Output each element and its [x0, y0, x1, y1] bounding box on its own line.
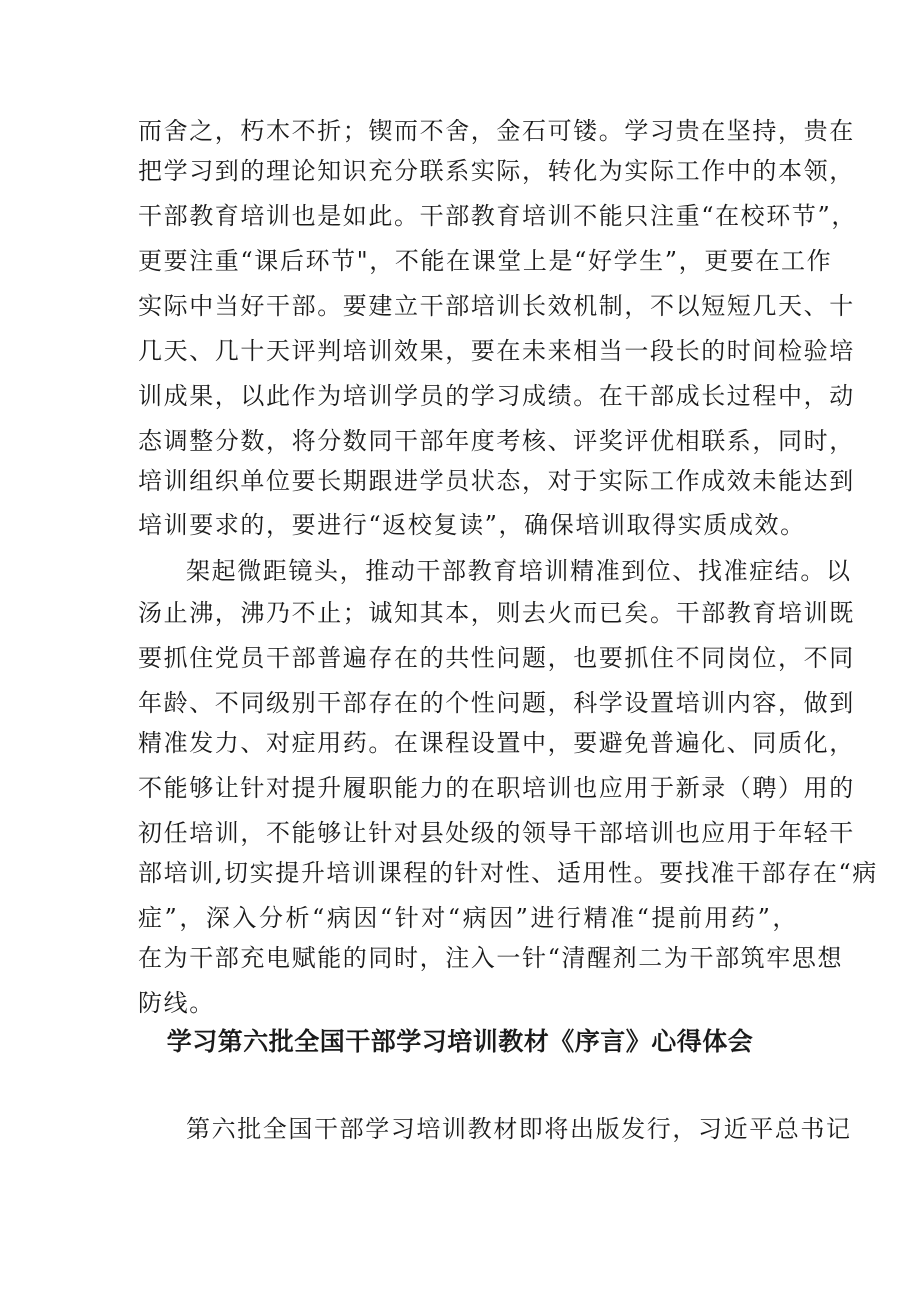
text-line: 不能够让针对提升履职能力的在职培训也应用于新录（聘）用的 [138, 774, 855, 802]
text-line: 症”，深入分析“病因“针对“病因”进行精准“提前用药”， [138, 904, 798, 932]
text-line: 把学习到的理论知识充分联系实际，转化为实际工作中的本领， [138, 157, 855, 185]
section-title: 学习第六批全国干部学习培训教材《序言》心得体会 [166, 1027, 754, 1056]
text-line: 架起微距镜头，推动干部教育培训精准到位、找准症结。以 [186, 557, 852, 585]
text-line: 初任培训，不能够让针对县处级的领导干部培训也应用于年轻干 [138, 819, 855, 847]
text-line: 培训要求的，要进行“返校复读”，确保培训取得实质成效。 [138, 511, 806, 539]
text-line: 训成果，以此作为培训学员的学习成绩。在干部成长过程中，动 [138, 382, 855, 410]
text-line: 部培训,切实提升培训课程的针对性、适用性。要找准干部存在“病 [138, 859, 878, 887]
text-line: 年龄、不同级别干部存在的个性问题，科学设置培训内容，做到 [138, 689, 855, 717]
text-line: 更要注重“课后环节"，不能在课堂上是“好学生”，更要在工作 [138, 247, 833, 275]
text-line: 第六批全国干部学习培训教材即将出版发行，习近平总书记 [186, 1115, 852, 1143]
text-line: 培训组织单位要长期跟进学员状态，对于实际工作成效未能达到 [138, 467, 855, 495]
text-line: 而舍之，朽木不折；锲而不舍，金石可镂。学习贵在坚持，贵在 [138, 117, 855, 145]
text-line: 防线。 [138, 989, 215, 1017]
text-line: 精准发力、对症用药。在课程设置中，要避免普遍化、同质化， [138, 729, 855, 757]
text-line: 态调整分数，将分数同干部年度考核、评奖评优相联系，同时， [138, 427, 855, 455]
text-line: 要抓住党员干部普遍存在的共性问题，也要抓住不同岗位，不同 [138, 644, 855, 672]
text-line: 汤止沸，沸乃不止；诚知其本，则去火而已矣。干部教育培训既 [138, 599, 855, 627]
text-line: 几天、几十天评判培训效果，要在未来相当一段长的时间检验培 [138, 337, 855, 365]
text-line: 实际中当好干部。要建立干部培训长效机制，不以短短几天、十 [138, 292, 855, 320]
text-line: 干部教育培训也是如此。干部教育培训不能只注重“在校环节”， [138, 202, 857, 230]
text-line: 在为干部充电赋能的同时，注入一针“清醒剂二为干部筑牢思想 [138, 944, 844, 972]
